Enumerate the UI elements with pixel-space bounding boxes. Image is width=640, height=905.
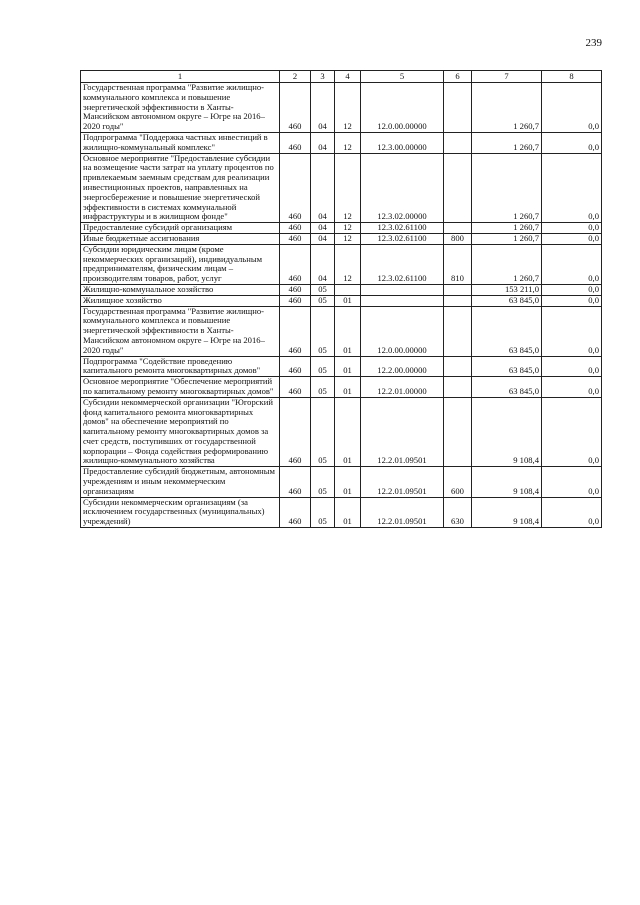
- cell-amount: 1 260,7: [472, 83, 542, 133]
- cell-subsection: [335, 284, 361, 295]
- cell-subsection: 12: [335, 233, 361, 244]
- table-row: [81, 132, 602, 153]
- cell-target-article: 12.3.00.00000: [361, 132, 444, 153]
- cell-expense-type: 630: [444, 497, 472, 527]
- cell-amount: 63 845,0: [472, 377, 542, 398]
- cell-amount-2: 0,0: [542, 284, 602, 295]
- cell-ministry-code: 460: [280, 306, 311, 356]
- cell-ministry-code: 460: [280, 132, 311, 153]
- cell-section: 04: [311, 83, 335, 133]
- cell-amount-2: 0,0: [542, 153, 602, 223]
- cell-amount-2: 0,0: [542, 244, 602, 284]
- cell-expense-type: 600: [444, 467, 472, 497]
- cell-amount-2: 0,0: [542, 233, 602, 244]
- cell-expense-type: [444, 295, 472, 306]
- row-description: Подпрограмма "Поддержка частных инвестиций в жилищно-коммунальный комплекс": [81, 132, 280, 153]
- cell-subsection: 01: [335, 356, 361, 377]
- table-row: [81, 295, 602, 306]
- cell-section: 04: [311, 244, 335, 284]
- cell-subsection: 12: [335, 153, 361, 223]
- cell-target-article: 12.2.01.00000: [361, 377, 444, 398]
- column-header: 6: [444, 71, 472, 83]
- cell-amount-2: 0,0: [542, 497, 602, 527]
- cell-target-article: 12.2.01.09501: [361, 497, 444, 527]
- table-row: [81, 223, 602, 234]
- column-header: 8: [542, 71, 602, 83]
- cell-expense-type: 800: [444, 233, 472, 244]
- cell-amount-2: 0,0: [542, 83, 602, 133]
- cell-target-article: 12.3.02.00000: [361, 153, 444, 223]
- cell-amount-2: 0,0: [542, 377, 602, 398]
- cell-target-article: 12.3.02.61100: [361, 244, 444, 284]
- row-description: Субсидии некоммерческим организациям (за исключением государственных (муниципальных) учреждений): [81, 497, 280, 527]
- column-header: 4: [335, 71, 361, 83]
- cell-section: 04: [311, 233, 335, 244]
- cell-subsection: 12: [335, 244, 361, 284]
- row-description: Субсидии некоммерческой организации "Югорский фонд капитального ремонта многоквартирных домов" на обеспечение мероприятий по капитальному ремонту многоквартирных домов за счет средств, поступивших от государственной корпорации – Фонда содействия реформированию жилищно-коммунального хозяйства: [81, 397, 280, 467]
- cell-target-article: 12.3.02.61100: [361, 223, 444, 234]
- cell-ministry-code: 460: [280, 244, 311, 284]
- row-description: Государственная программа "Развитие жилищно-коммунального комплекса и повышение энергетической эффективности в Ханты-Мансийском автономном округе – Югре на 2016–2020 годы": [81, 83, 280, 133]
- cell-subsection: 01: [335, 377, 361, 398]
- row-description: Государственная программа "Развитие жилищно-коммунального комплекса и повышение энергетической эффективности в Ханты-Мансийском автономном округе – Югре на 2016–2020 годы": [81, 306, 280, 356]
- table-row: [81, 153, 602, 223]
- cell-amount-2: 0,0: [542, 295, 602, 306]
- cell-subsection: 01: [335, 467, 361, 497]
- cell-section: 05: [311, 377, 335, 398]
- cell-target-article: 12.0.00.00000: [361, 306, 444, 356]
- column-header: 5: [361, 71, 444, 83]
- cell-section: 05: [311, 356, 335, 377]
- table-row: [81, 83, 602, 133]
- column-header: 3: [311, 71, 335, 83]
- row-description: Предоставление субсидий бюджетным, автономным учреждениям и иным некоммерческим организациям: [81, 467, 280, 497]
- cell-amount: 1 260,7: [472, 223, 542, 234]
- table-row: [81, 467, 602, 497]
- cell-amount: 1 260,7: [472, 153, 542, 223]
- cell-ministry-code: 460: [280, 356, 311, 377]
- row-description: Субсидии юридическим лицам (кроме некоммерческих организаций), индивидуальным предпринимателям, физическим лицам – производителям товаров, работ, услуг: [81, 244, 280, 284]
- cell-amount: 1 260,7: [472, 244, 542, 284]
- cell-section: 05: [311, 397, 335, 467]
- cell-section: 05: [311, 497, 335, 527]
- column-number-row: [81, 71, 602, 83]
- cell-expense-type: 810: [444, 244, 472, 284]
- row-description: Предоставление субсидий организациям: [81, 223, 280, 234]
- cell-section: 04: [311, 153, 335, 223]
- cell-amount: 153 211,0: [472, 284, 542, 295]
- table-row: [81, 397, 602, 467]
- cell-ministry-code: 460: [280, 233, 311, 244]
- cell-section: 04: [311, 223, 335, 234]
- cell-section: 05: [311, 306, 335, 356]
- cell-ministry-code: 460: [280, 377, 311, 398]
- table-row: [81, 244, 602, 284]
- row-description: Жилищное хозяйство: [81, 295, 280, 306]
- cell-amount-2: 0,0: [542, 467, 602, 497]
- cell-amount: 63 845,0: [472, 306, 542, 356]
- table-row: [81, 377, 602, 398]
- cell-expense-type: [444, 83, 472, 133]
- cell-ministry-code: 460: [280, 284, 311, 295]
- cell-amount: 9 108,4: [472, 497, 542, 527]
- table-row: [81, 284, 602, 295]
- cell-amount-2: 0,0: [542, 356, 602, 377]
- cell-amount-2: 0,0: [542, 223, 602, 234]
- cell-ministry-code: 460: [280, 497, 311, 527]
- cell-subsection: 01: [335, 397, 361, 467]
- budget-table: [80, 70, 602, 528]
- cell-ministry-code: 460: [280, 83, 311, 133]
- cell-amount: 63 845,0: [472, 295, 542, 306]
- cell-subsection: 01: [335, 295, 361, 306]
- cell-subsection: 12: [335, 132, 361, 153]
- cell-amount-2: 0,0: [542, 306, 602, 356]
- cell-section: 05: [311, 295, 335, 306]
- table-row: [81, 306, 602, 356]
- cell-target-article: 12.2.01.09501: [361, 467, 444, 497]
- cell-amount: 9 108,4: [472, 467, 542, 497]
- cell-subsection: 12: [335, 83, 361, 133]
- cell-expense-type: [444, 223, 472, 234]
- row-description: Иные бюджетные ассигнования: [81, 233, 280, 244]
- column-header: 7: [472, 71, 542, 83]
- cell-subsection: 01: [335, 497, 361, 527]
- table-row: [81, 497, 602, 527]
- cell-amount: 1 260,7: [472, 132, 542, 153]
- cell-expense-type: [444, 284, 472, 295]
- cell-amount: 63 845,0: [472, 356, 542, 377]
- table-body: [81, 71, 602, 528]
- row-description: Жилищно-коммунальное хозяйство: [81, 284, 280, 295]
- table-row: [81, 233, 602, 244]
- cell-amount: 9 108,4: [472, 397, 542, 467]
- cell-ministry-code: 460: [280, 467, 311, 497]
- cell-amount-2: 0,0: [542, 132, 602, 153]
- cell-subsection: 01: [335, 306, 361, 356]
- column-header: 2: [280, 71, 311, 83]
- cell-target-article: 12.2.00.00000: [361, 356, 444, 377]
- cell-amount-2: 0,0: [542, 397, 602, 467]
- cell-target-article: [361, 284, 444, 295]
- cell-expense-type: [444, 306, 472, 356]
- cell-ministry-code: 460: [280, 397, 311, 467]
- column-header: 1: [81, 71, 280, 83]
- table-row: [81, 356, 602, 377]
- row-description: Подпрограмма "Содействие проведению капитального ремонта многоквартирных домов": [81, 356, 280, 377]
- cell-section: 04: [311, 132, 335, 153]
- cell-target-article: [361, 295, 444, 306]
- cell-section: 05: [311, 284, 335, 295]
- cell-subsection: 12: [335, 223, 361, 234]
- row-description: Основное мероприятие "Предоставление субсидии на возмещение части затрат на уплату процентов по привлекаемым заемным средствам для реализации инвестиционных проектов, направленных на энергосбережение и повышение энергетической эффективности в системах коммунальной инфраструктуры и в жилищном фонде": [81, 153, 280, 223]
- cell-expense-type: [444, 356, 472, 377]
- page-number: 239: [585, 37, 602, 49]
- cell-section: 05: [311, 467, 335, 497]
- cell-ministry-code: 460: [280, 295, 311, 306]
- cell-ministry-code: 460: [280, 153, 311, 223]
- row-description: Основное мероприятие "Обеспечение мероприятий по капитальному ремонту многоквартирных домов": [81, 377, 280, 398]
- cell-target-article: 12.2.01.09501: [361, 397, 444, 467]
- cell-amount: 1 260,7: [472, 233, 542, 244]
- cell-target-article: 12.3.02.61100: [361, 233, 444, 244]
- cell-expense-type: [444, 377, 472, 398]
- cell-target-article: 12.0.00.00000: [361, 83, 444, 133]
- cell-expense-type: [444, 132, 472, 153]
- cell-expense-type: [444, 397, 472, 467]
- cell-expense-type: [444, 153, 472, 223]
- cell-ministry-code: 460: [280, 223, 311, 234]
